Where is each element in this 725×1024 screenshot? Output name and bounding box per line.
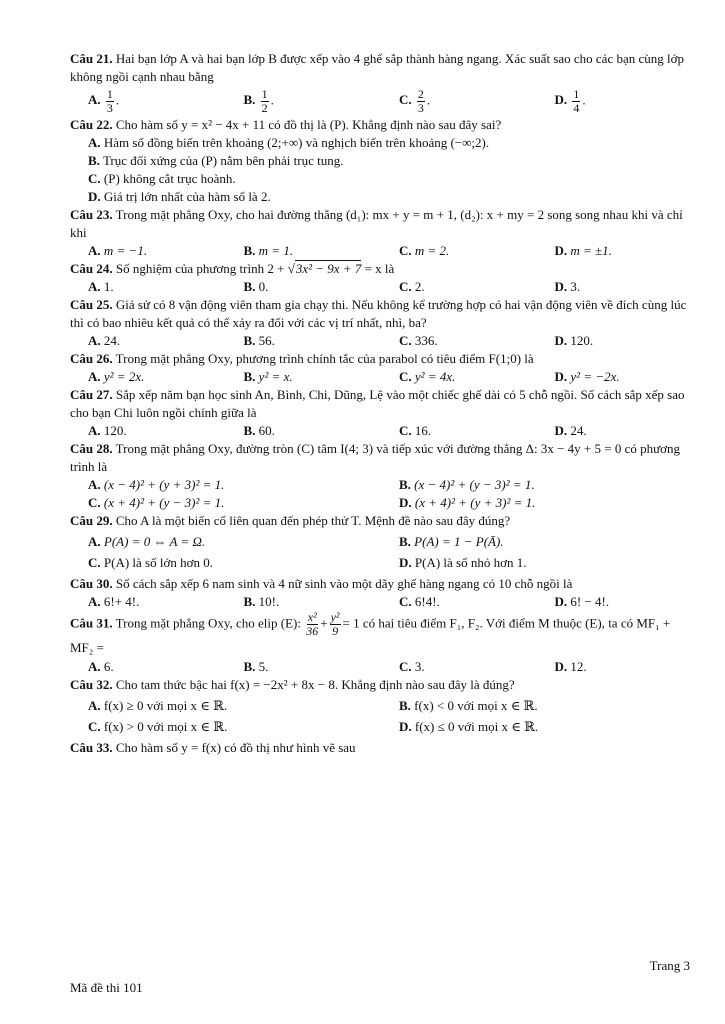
- options-32-ab: [70, 697, 692, 715]
- option-d: D. f(x) ≤ 0 với mọi x ∈ ℝ.: [399, 719, 539, 734]
- option-a: A. (x − 4)² + (y + 3)² = 1.: [88, 477, 225, 492]
- options-29-ab: [70, 533, 692, 551]
- option-b: B. 60.: [243, 423, 275, 438]
- option-a: A. 6.: [88, 659, 114, 674]
- options-27: [70, 422, 692, 440]
- question-text: Cho tam thức bậc hai f(x) = −2x² + 8x − 8. Khẳng định nào sau đây là đúng?: [115, 677, 515, 692]
- option-a: A. P(A) = 0 ⇔ A = Ω.: [88, 534, 206, 549]
- question-text: Cho hàm số y = x² − 4x + 11 có đồ thị là (P). Khẳng định nào sau đây sai?: [115, 117, 502, 132]
- question-text: Cho A là một biến cố liên quan đến phép thử T. Mệnh đề nào sau đây đúng?: [115, 513, 511, 528]
- option-b: B. 10!.: [243, 594, 280, 609]
- question-22: Câu 22. Cho hàm số y = x² − 4x + 11 có đồ thị là (P). Khẳng định nào sau đây sai?: [70, 117, 502, 132]
- option-c: C. m = 2.: [399, 243, 450, 258]
- radicand: 3x² − 9x + 7: [295, 261, 362, 276]
- options-26: [70, 368, 692, 386]
- options-31: [70, 658, 692, 676]
- fraction-y: $\frac{\text{y²}}{9}$: [330, 610, 340, 638]
- question-24: Câu 24. Số nghiệm của phương trình 2 + √3x² − 9x + 7 = x là: [70, 261, 395, 276]
- option-b: B. m = 1.: [243, 243, 294, 258]
- question-text: Cho hàm số y = f(x) có đồ thị như hình vẽ sau: [115, 740, 356, 755]
- option-d: D. 12.: [554, 659, 587, 674]
- question-28: Câu 28. Trong mặt phẳng Oxy, đường tròn (C) tâm I(4; 3) và tiếp xúc với đường thẳng Δ: 3x − 4y + 5 = 0 có phương trình là: [70, 441, 681, 474]
- option-b: B. y² = x.: [243, 369, 293, 384]
- question-21: [70, 50, 692, 86]
- option-a: A. Hàm số đồng biến trên khoảng (2;+∞) và nghịch biến trên khoảng (−∞;2).: [88, 135, 490, 150]
- question-26: Câu 26. Trong mặt phẳng Oxy, phương trình chính tắc của parabol có tiêu điểm F(1;0) là: [70, 351, 534, 366]
- option-a: A. 1.: [88, 279, 114, 294]
- option-b: B. f(x) < 0 với mọi x ∈ ℝ.: [399, 698, 538, 713]
- option-a: A. f(x) ≥ 0 với mọi x ∈ ℝ.: [88, 698, 228, 713]
- option-c: C. $\frac{2}{3}$ .: [399, 86, 431, 115]
- options-25: [70, 332, 692, 350]
- option-c: C. y² = 4x.: [399, 369, 456, 384]
- option-d: D. Giá trị lớn nhất của hàm số là 2.: [88, 189, 271, 204]
- option-b: B. (x − 4)² + (y − 3)² = 1.: [399, 477, 535, 492]
- question-31: Câu 31. Trong mặt phẳng Oxy, cho elip (E): $\frac{\text{x²}}{36}$ + $\frac{\text{y²}}{9}$ = 1 có hai tiêu điểm F₁, F₂. Với điểm M thuộc (E), ta có MF₁ + MF₂ =: [70, 610, 671, 655]
- options-23: [70, 242, 692, 260]
- option-a: A. m = −1.: [88, 243, 148, 258]
- option-a: A. y² = 2x.: [88, 369, 145, 384]
- option-d: D. 3.: [554, 279, 581, 294]
- option-b: B. 56.: [243, 333, 275, 348]
- page-number: Trang 3: [649, 958, 690, 973]
- question-33: Câu 33. Cho hàm số y = f(x) có đồ thị như hình vẽ sau: [70, 740, 356, 755]
- options-28-cd: [70, 494, 692, 512]
- option-a: A. 24.: [88, 333, 121, 348]
- option-d: D. $\frac{1}{4}$ .: [554, 86, 586, 115]
- option-b: B. $\frac{1}{2}$ .: [243, 86, 274, 115]
- option-d: D. 6! − 4!.: [554, 594, 610, 609]
- option-d: D. y² = −2x.: [554, 369, 620, 384]
- question-text: Trong mặt phẳng Oxy, đường tròn (C) tâm I(4; 3) và tiếp xúc với đường thẳng Δ: 3x − 4y + 5 = 0 có phương trình là: [70, 441, 681, 474]
- option-a: A. 120.: [88, 423, 127, 438]
- option-a: A. 6!+ 4!.: [88, 594, 140, 609]
- option-d: D. 24.: [554, 423, 587, 438]
- option-b: B. P(A) = 1 − P(Ā).: [399, 534, 504, 549]
- option-b: B. 5.: [243, 659, 269, 674]
- option-c: C. P(A) là số lớn hơn 0.: [88, 555, 213, 570]
- option-c: C. 3.: [399, 659, 425, 674]
- option-d: D. m = ±1.: [554, 243, 612, 258]
- option-d: D. 120.: [554, 333, 594, 348]
- option-a: A. $\frac{1}{3}$ .: [88, 86, 120, 115]
- question-27: Câu 27. Sắp xếp năm bạn học sinh An, Bình, Chi, Dũng, Lệ vào một chiếc ghế dài có 5 chỗ ngồi. Số cách sắp xếp sao cho bạn Chi luôn ngồi chính giữa là: [70, 387, 685, 420]
- option-c: C. 6!4!.: [399, 594, 440, 609]
- question-29: Câu 29. Cho A là một biến cố liên quan đến phép thử T. Mệnh đề nào sau đây đúng?: [70, 513, 511, 528]
- question-text: Sắp xếp năm bạn học sinh An, Bình, Chi, Dũng, Lệ vào một chiếc ghế dài có 5 chỗ ngồi. Số cách sắp xếp sao cho bạn Chi luôn ngồi chính giữa là: [70, 387, 685, 420]
- question-label: Câu 21.: [70, 51, 113, 66]
- option-c: C. (x + 4)² + (y − 3)² = 1.: [88, 495, 225, 510]
- options-21: [70, 86, 692, 116]
- exam-code: Mã đề thi 101: [70, 980, 143, 995]
- options-24: [70, 278, 692, 296]
- option-d: D. P(A) là số nhỏ hơn 1.: [399, 555, 527, 570]
- options-32-cd: [70, 718, 692, 736]
- question-25: Câu 25. Giả sử có 8 vận động viên tham gia chạy thi. Nếu không kể trường hợp có hai vận động viên về đích cùng lúc thì có bao nhiêu kết quả có thể xảy ra đối với các vị trí nhất, nhì, ba?: [70, 297, 687, 330]
- question-text: Trong mặt phẳng Oxy, cho hai đường thẳng (d₁): mx + y = m + 1, (d₂): x + my = 2 song song nhau khi và chỉ khi: [70, 207, 683, 240]
- exam-page: [70, 50, 692, 757]
- options-29-cd: [70, 554, 692, 572]
- option-c: C. 336.: [399, 333, 438, 348]
- options-30: [70, 593, 692, 611]
- question-text: Số cách sắp xếp 6 nam sinh và 4 nữ sinh vào một dãy ghế hàng ngang có 10 chỗ ngồi là: [115, 576, 573, 591]
- fraction-x: $\frac{\text{x²}}{36}$: [306, 610, 319, 638]
- question-23: Câu 23. Trong mặt phẳng Oxy, cho hai đường thẳng (d₁): mx + y = m + 1, (d₂): x + my = 2 song song nhau khi và chỉ khi: [70, 207, 683, 240]
- option-d: D. (x + 4)² + (y + 3)² = 1.: [399, 495, 536, 510]
- option-c: C. 2.: [399, 279, 425, 294]
- option-b: B. 0.: [243, 279, 269, 294]
- question-32: Câu 32. Cho tam thức bậc hai f(x) = −2x² + 8x − 8. Khẳng định nào sau đây là đúng?: [70, 677, 515, 692]
- question-text: Trong mặt phẳng Oxy, phương trình chính tắc của parabol có tiêu điểm F(1;0) là: [115, 351, 534, 366]
- option-c: C. f(x) > 0 với mọi x ∈ ℝ.: [88, 719, 228, 734]
- option-c: C. 16.: [399, 423, 432, 438]
- options-28-ab: [70, 476, 692, 494]
- question-text: Giả sử có 8 vận động viên tham gia chạy thi. Nếu không kể trường hợp có hai vận động viên về đích cùng lúc thì có bao nhiêu kết quả có thể xảy ra đối với các vị trí nhất, nhì, ba?: [70, 297, 687, 330]
- question-text: Hai bạn lớp A và hai bạn lớp B được xếp vào 4 ghế sắp thành hàng ngang. Xác suất sao cho các bạn cùng lớp không ngồi cạnh nhau bằng: [70, 51, 684, 84]
- option-c: C. (P) không cắt trục hoành.: [88, 171, 236, 186]
- question-30: Câu 30. Số cách sắp xếp 6 nam sinh và 4 nữ sinh vào một dãy ghế hàng ngang có 10 chỗ ngồi là: [70, 576, 573, 591]
- option-b: B. Trục đối xứng của (P) nằm bên phải trục tung.: [88, 153, 344, 168]
